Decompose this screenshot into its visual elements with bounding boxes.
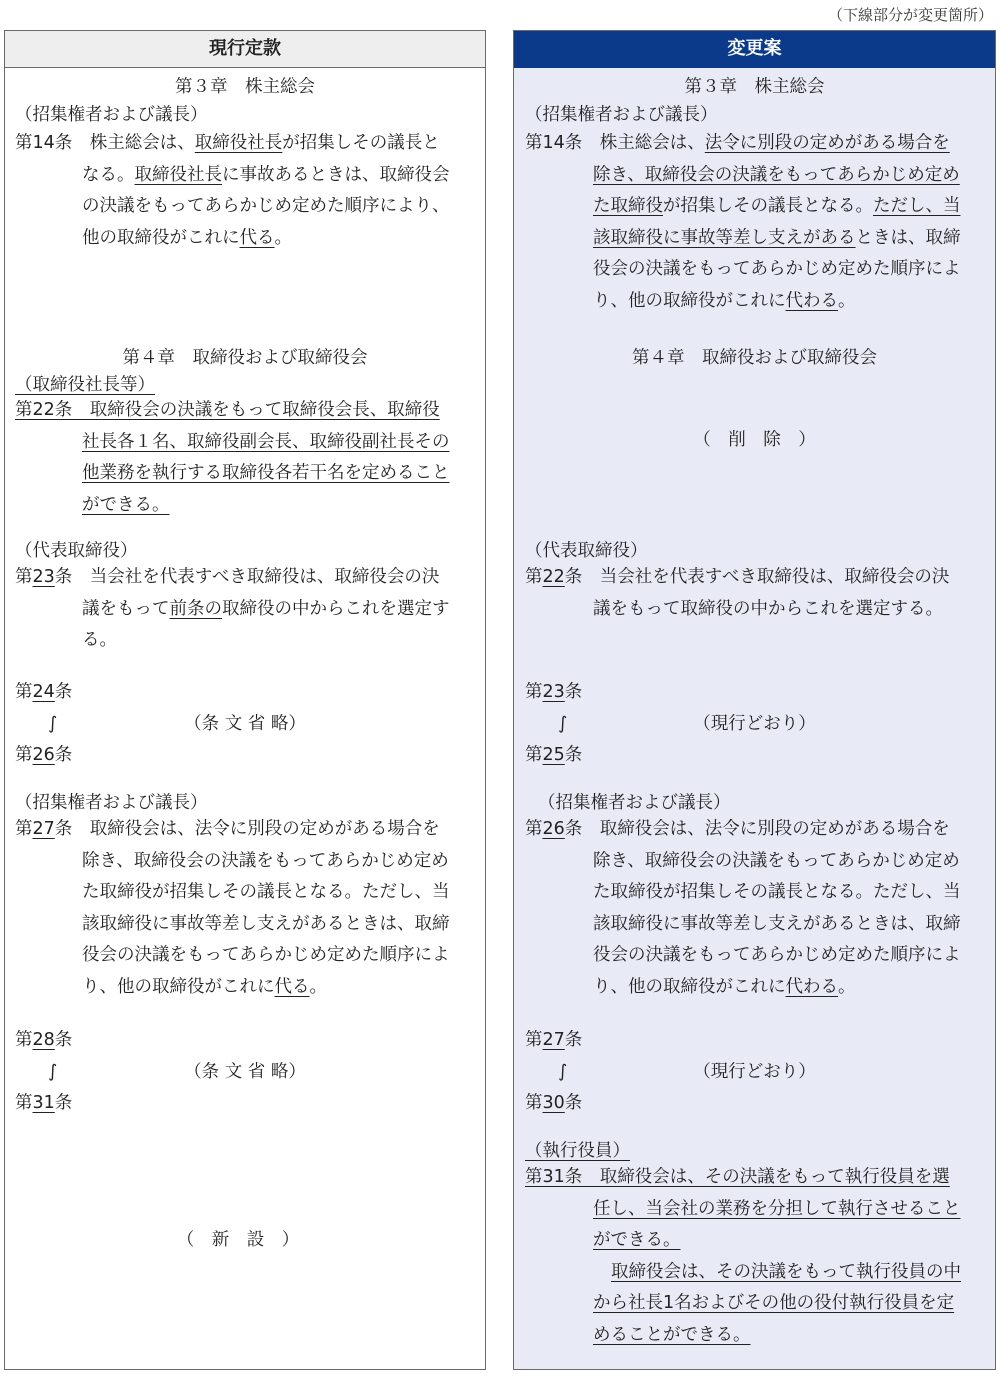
text-segment: 条: [564, 745, 583, 765]
article-line: [15, 395, 440, 427]
article-line: [593, 191, 961, 223]
article-line: [82, 490, 170, 522]
range-tilde: ∫: [558, 713, 568, 734]
text-segment: る。: [82, 630, 117, 650]
text-segment: 。: [274, 227, 292, 248]
text-segment: 他の取締役がこれに: [82, 227, 240, 248]
column-header: 変更案: [514, 31, 995, 68]
article-line: [15, 128, 440, 160]
text-segment: 第: [525, 819, 543, 839]
range-label: （現行どおり）: [693, 713, 816, 734]
range-start: [15, 677, 72, 709]
range-tilde: ∫: [48, 1061, 58, 1082]
text-segment: 条 取締役会は、法令に別段の定めがある場合を: [564, 819, 950, 839]
text-segment: 第14条 株主総会は、: [15, 133, 195, 153]
text-segment: 条: [54, 745, 73, 765]
article-line: [593, 972, 856, 1004]
changed-text: た取締役: [593, 196, 663, 216]
text-segment: が招集しその議長と: [282, 133, 440, 153]
text-segment: 第: [525, 1030, 543, 1050]
changed-text: 取締役会は、その決議をもって執行役員の中: [611, 1261, 961, 1282]
text-segment: 第: [15, 1030, 33, 1050]
range-label: （条 文 省 略）: [184, 713, 306, 734]
article-line: [593, 223, 961, 255]
chapter-heading: 第４章 取締役および取締役会: [122, 348, 368, 368]
new-article-label: （ 新 設 ）: [176, 1230, 300, 1250]
text-segment: 。: [838, 976, 856, 997]
text-segment: 役会の決議をもってあらかじめ定めた順序によ: [82, 945, 450, 965]
text-segment: 該取締役に事故等差し支えがあるときは、取締: [82, 913, 450, 934]
text-segment: 条: [564, 1030, 583, 1050]
changed-text: ができる。: [593, 1230, 681, 1250]
text-segment: が招集しその議長となる。: [663, 196, 873, 216]
range-label: （条 文 省 略）: [184, 1061, 306, 1082]
changed-text: ただし、当: [873, 196, 961, 216]
changed-text: 25: [542, 745, 565, 765]
range-start: [525, 1025, 582, 1057]
changed-text: 27: [32, 819, 55, 839]
changed-text: 代わる: [785, 290, 838, 311]
changed-text: 代わる: [785, 976, 838, 997]
article-line: [593, 254, 961, 286]
article-line: [525, 814, 950, 846]
range-end: [15, 1088, 72, 1120]
changed-text: 23: [32, 567, 55, 587]
changed-text: 前条の: [169, 598, 222, 619]
article-line: [611, 1257, 961, 1289]
article-line: [82, 594, 450, 626]
article-line: [82, 458, 450, 490]
article-line: [593, 1320, 751, 1352]
article-caption: （招集権者および議長）: [15, 793, 208, 813]
changed-text: 28: [32, 1030, 55, 1050]
text-segment: に事故あるときは、取締役会: [222, 164, 450, 185]
text-segment: 条 当会社を代表すべき取締役は、取締役会の決: [564, 567, 950, 587]
text-segment: り、他の取締役がこれに: [82, 976, 275, 997]
article-line: [82, 223, 292, 255]
text-segment: 第: [15, 1093, 33, 1113]
text-segment: 第14条 株主総会は、: [525, 133, 705, 153]
article-line: [82, 877, 450, 909]
article-caption: （代表取締役）: [525, 541, 648, 561]
article-caption: （招集権者および議長）: [525, 105, 718, 125]
range-tilde: ∫: [558, 1061, 568, 1082]
range-end: [15, 740, 72, 772]
article-line: [593, 1288, 954, 1320]
text-segment: 取締役の中からこれを選定す: [222, 598, 450, 619]
article-line: [593, 1194, 961, 1226]
changed-text: 任し、当会社の業務を分担して執行させること: [593, 1198, 961, 1219]
text-segment: 条 取締役会は、法令に別段の定めがある場合を: [54, 819, 440, 839]
range-end: [525, 1088, 582, 1120]
changed-text: めることができる。: [593, 1324, 751, 1345]
text-segment: 第: [525, 682, 543, 702]
text-segment: り、他の取締役がこれに: [593, 290, 786, 311]
range-end: [525, 740, 582, 772]
text-segment: 第: [15, 819, 33, 839]
article-line: [593, 594, 943, 626]
article-caption: （招集権者および議長）: [538, 793, 731, 813]
changed-text: 24: [32, 682, 55, 702]
changed-text: 除き、取締役会の決議をもってあらかじめ定め: [593, 164, 960, 185]
text-segment: 第: [15, 567, 33, 587]
changed-text: 他業務を執行する取締役各若干名を定めること: [82, 463, 450, 483]
text-segment: の決議をもってあらかじめ定めた順序により、: [82, 196, 450, 216]
current-articles-column: [4, 30, 486, 1370]
change-note: （下線部分が変更箇所）: [827, 6, 993, 24]
text-segment: 条: [54, 1030, 73, 1050]
article-caption: （執行役員）: [525, 1141, 630, 1161]
text-segment: 。: [309, 976, 327, 997]
changed-text: 23: [542, 682, 565, 702]
text-segment: 該取締役に事故等差し支えがあるときは、取締: [593, 913, 961, 934]
text-segment: 除き、取締役会の決議をもってあらかじめ定め: [82, 850, 449, 871]
changed-text: ができる。: [82, 494, 170, 515]
column-body: [514, 68, 995, 1370]
article-line: [82, 846, 449, 878]
changed-text: 31: [32, 1093, 55, 1113]
article-caption: （取締役社長等）: [15, 375, 155, 395]
text-segment: 条: [54, 1093, 73, 1113]
range-tilde: ∫: [48, 713, 58, 734]
article-caption: （招集権者および議長）: [15, 105, 208, 125]
text-segment: 第: [525, 745, 543, 765]
range-start: [15, 1025, 72, 1057]
text-segment: 条 当会社を代表すべき取締役は、取締役会の決: [54, 567, 440, 587]
text-segment: 条: [564, 1093, 583, 1113]
article-line: [593, 160, 960, 192]
changed-text: 30: [542, 1093, 565, 1113]
text-segment: 条: [564, 682, 583, 702]
article-line: [593, 286, 856, 318]
article-line: [593, 1225, 681, 1257]
changed-text: 代る: [239, 227, 275, 248]
text-segment: 役会の決議をもってあらかじめ定めた順序によ: [593, 945, 961, 965]
text-segment: た取締役が招集しその議長となる。ただし、当: [593, 882, 961, 902]
range-label: （現行どおり）: [693, 1061, 816, 1082]
text-segment: 役会の決議をもってあらかじめ定めた順序によ: [593, 259, 961, 279]
text-segment: 除き、取締役会の決議をもってあらかじめ定め: [593, 850, 960, 871]
article-line: [82, 427, 450, 459]
changed-text: 27: [542, 1030, 565, 1050]
deleted-article-label: （ 削 除 ）: [693, 430, 816, 450]
article-line: [593, 940, 961, 972]
article-line: [15, 814, 440, 846]
article-caption: （代表取締役）: [15, 541, 138, 561]
chapter-heading: 第４章 取締役および取締役会: [632, 348, 877, 368]
text-segment: 第: [15, 682, 33, 702]
text-segment: 条: [54, 682, 73, 702]
text-segment: 議をもって: [82, 598, 170, 619]
changed-text: 取締役社長: [134, 164, 222, 185]
article-line: [525, 562, 949, 594]
article-line: [82, 191, 450, 223]
chapter-heading: 第３章 株主総会: [684, 77, 825, 97]
changed-text: 22: [542, 567, 565, 587]
changed-text: 第22条 取締役会の決議をもって取締役会長、取締役: [15, 400, 440, 420]
article-line: [593, 877, 961, 909]
article-line: [82, 160, 450, 192]
text-segment: 第: [525, 1093, 543, 1113]
text-segment: 議をもって取締役の中からこれを選定する。: [593, 598, 943, 619]
changed-text: 取締役社長: [194, 133, 283, 153]
article-line: [15, 562, 439, 594]
text-segment: 第: [525, 567, 543, 587]
article-line: [525, 1162, 950, 1194]
text-segment: なる。: [82, 164, 135, 185]
text-segment: た取締役が招集しその議長となる。ただし、当: [82, 882, 450, 902]
proposed-articles-column: [513, 30, 996, 1370]
changed-text: 社長各１名、取締役副会長、取締役副社長その: [82, 431, 450, 452]
article-line: [82, 940, 450, 972]
article-line: [525, 128, 950, 160]
column-header: 現行定款: [5, 31, 485, 68]
text-segment: ときは、取締: [855, 227, 961, 248]
changed-text: 26: [32, 745, 55, 765]
chapter-heading: 第３章 株主総会: [175, 77, 315, 97]
changed-text: 26: [542, 819, 565, 839]
article-line: [82, 909, 450, 941]
article-line: [82, 625, 117, 657]
text-segment: り、他の取締役がこれに: [593, 976, 786, 997]
changed-text: 代る: [274, 976, 310, 997]
changed-text: から社長1名およびその他の役付執行役員を定: [593, 1293, 955, 1313]
text-segment: 。: [838, 290, 856, 311]
article-line: [82, 972, 327, 1004]
changed-text: 法令に別段の定めがある場合を: [704, 133, 950, 153]
changed-text: 該取締役に事故等差し支えがある: [593, 227, 856, 248]
column-body: [5, 68, 485, 1370]
text-segment: 第: [15, 745, 33, 765]
article-line: [593, 909, 961, 941]
range-start: [525, 677, 582, 709]
article-line: [593, 846, 960, 878]
changed-text: 第31条 取締役会は、その決議をもって執行役員を選: [525, 1167, 950, 1187]
